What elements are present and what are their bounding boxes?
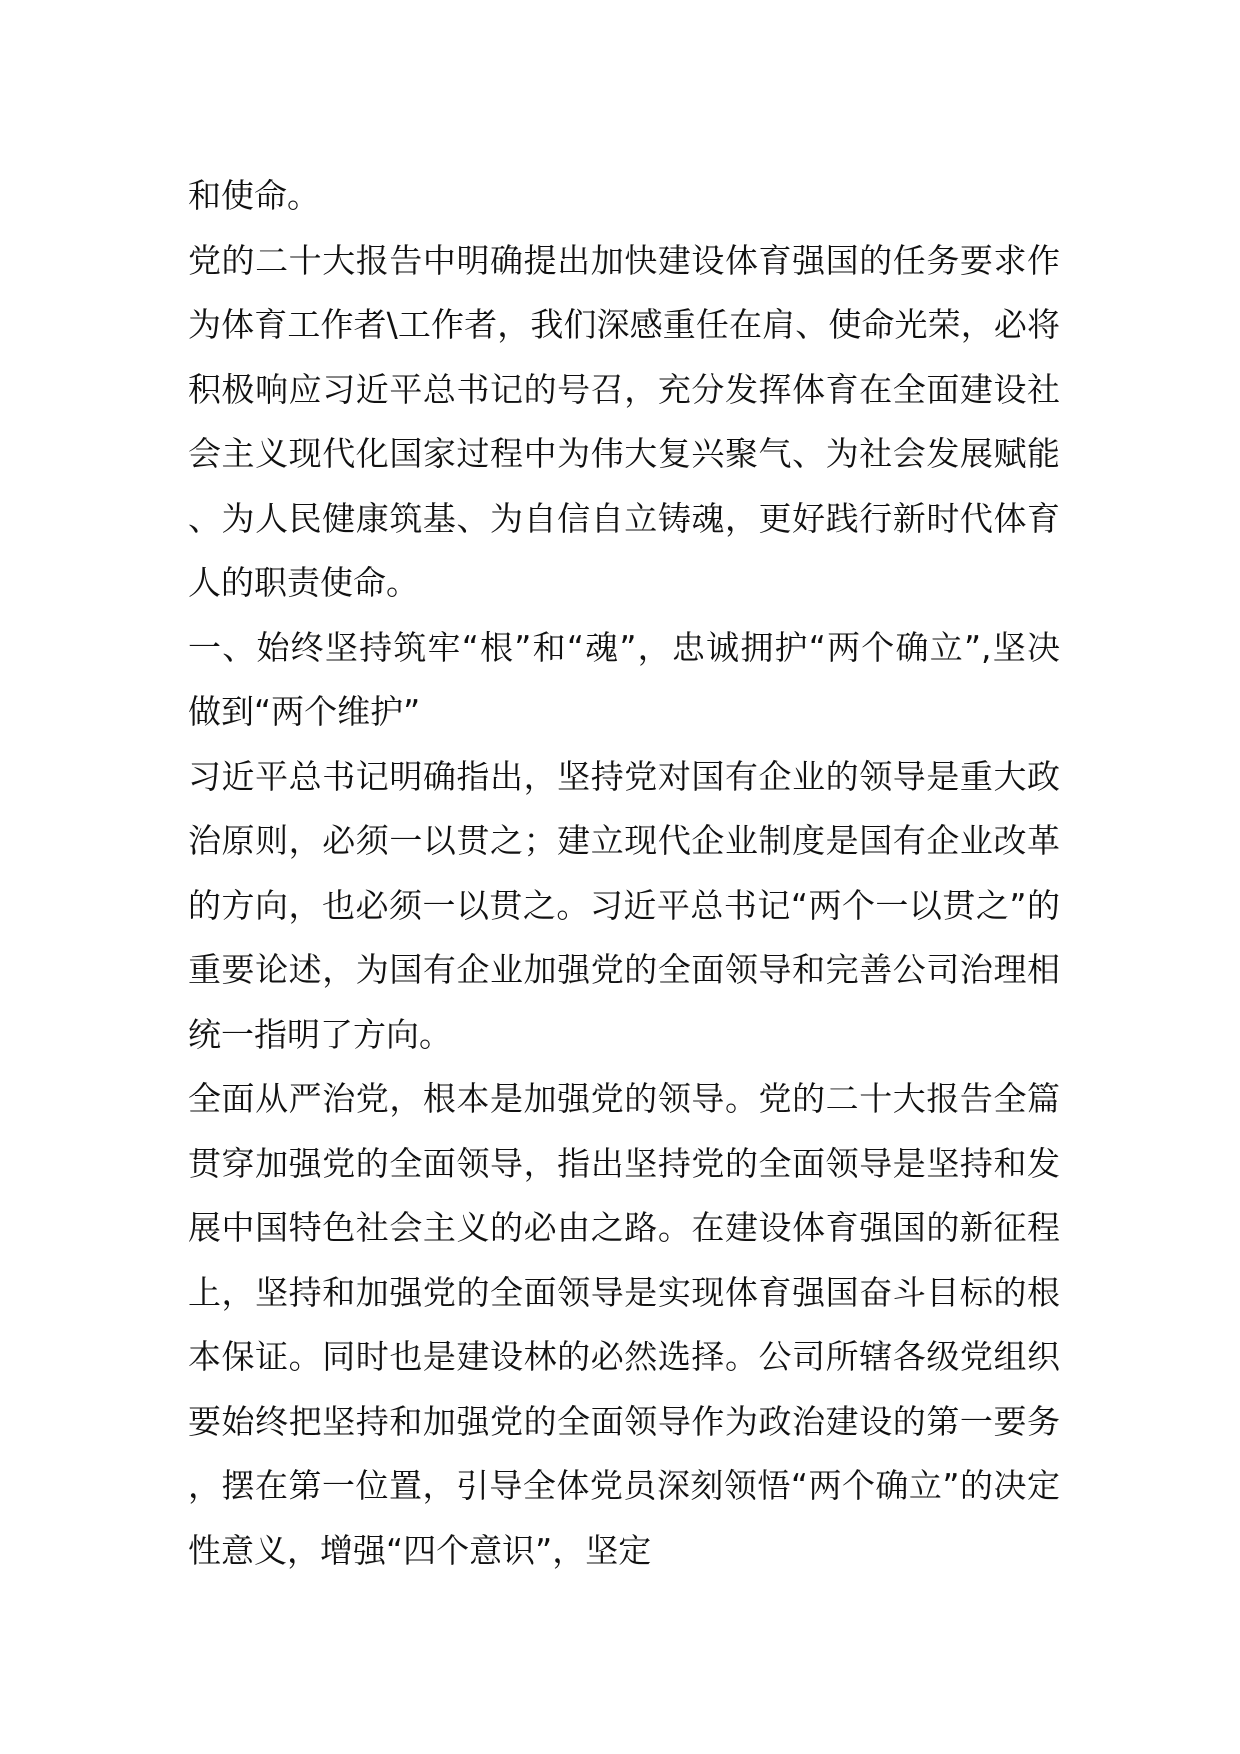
- document-body: [188, 164, 1060, 1583]
- paragraph-leadership-principle: 习近平总书记明确指出，坚持党对国有企业的领导是重大政治原则，必须一以贯之；建立现代企业制度是国有企业改革的方向，也必须一以贯之。习近平总书记“两个一以贯之”的重要论述，为国有企业加强党的全面领导和完善公司治理相统一指明了方向。: [188, 756, 1060, 1054]
- section-heading-1: 一、始终坚持筑牢“根”和“魂”，忠诚拥护“两个确立”,坚决做到“两个维护”: [188, 627, 1060, 731]
- paragraph-party-leadership: 全面从严治党，根本是加强党的领导。党的二十大报告全篇贯穿加强党的全面领导，指出坚持党的全面领导是坚持和发展中国特色社会主义的必由之路。在建设体育强国的新征程上，坚持和加强党的全面领导是实现体育强国奋斗目标的根本保证。同时也是建设林的必然选择。公司所辖各级党组织要始终把坚持和加强党的全面领导作为政治建设的第一要务，摆在第一位置，引导全体党员深刻领悟“两个确立”的决定性意义，增强“四个意识”，坚定: [188, 1079, 1060, 1570]
- paragraph-intro: 党的二十大报告中明确提出加快建设体育强国的任务要求作为体育工作者\工作者，我们深感重任在肩、使命光荣，必将积极响应习近平总书记的号召，充分发挥体育在全面建设社会主义现代化国家过程中为伟大复兴聚气、为社会发展赋能、为人民健康筑基、为自信自立铸魂，更好践行新时代体育人的职责使命。: [188, 240, 1060, 602]
- paragraph-continuation: 和使命。: [188, 176, 320, 215]
